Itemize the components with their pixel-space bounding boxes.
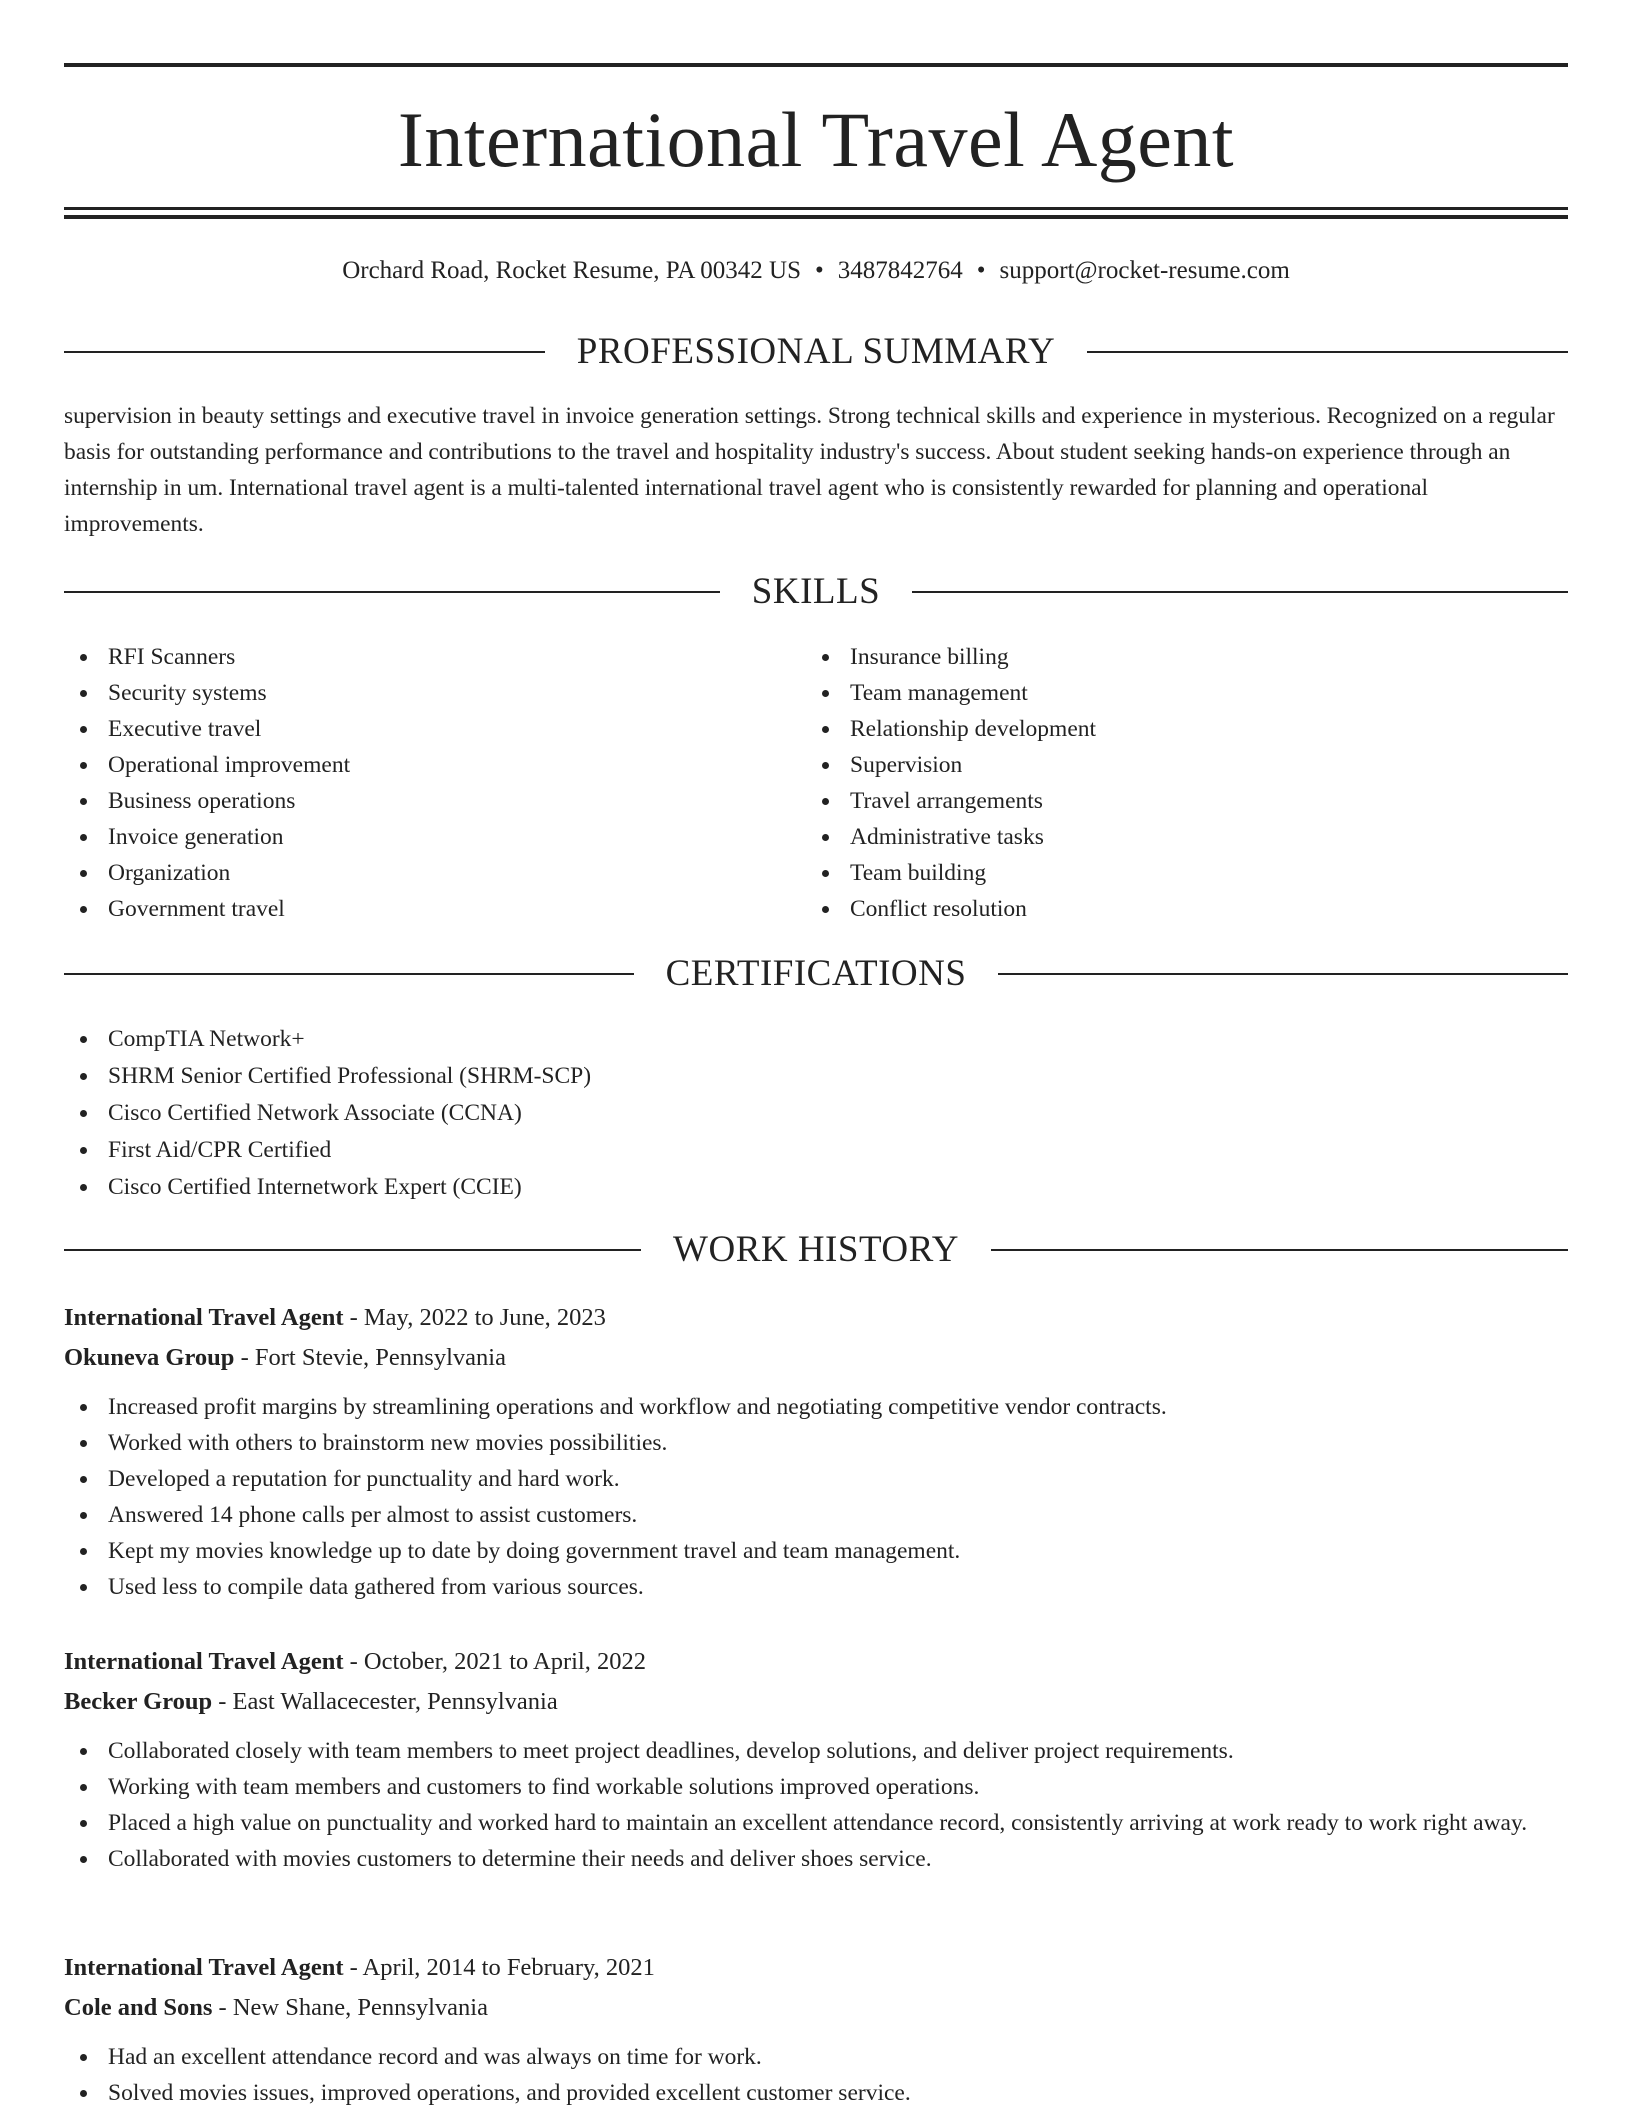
top-rule: [64, 63, 1568, 67]
skill-item: Team building: [806, 855, 1506, 891]
job-dates: - May, 2022 to June, 2023: [343, 1304, 606, 1331]
job-bullet: Kept my movies knowledge up to date by doing government travel and team management.: [64, 1533, 1568, 1569]
job-bullet: Had an excellent attendance record and was always on time for work.: [64, 2039, 1568, 2075]
job-bullets: [64, 1733, 1568, 1877]
skill-item: Organization: [64, 855, 764, 891]
job-entry: [64, 1298, 1568, 1605]
heading-rule: [998, 973, 1568, 975]
job-company: Cole and Sons: [64, 1994, 213, 2021]
job-bullet: Placed a high value on punctuality and worked hard to maintain an excellent attendance record, consistently arriving at work ready to work right away.: [64, 1805, 1568, 1841]
job-title-line: [64, 1642, 1568, 1682]
certification-item: Cisco Certified Internetwork Expert (CCIE): [64, 1169, 1568, 1206]
skill-item: Relationship development: [806, 711, 1506, 747]
job-bullet: Collaborated with movies customers to determine their needs and deliver shoes service.: [64, 1841, 1568, 1877]
job-bullet: Developed a reputation for punctuality and hard work.: [64, 1461, 1568, 1497]
heading-rule: [64, 591, 720, 593]
job-bullets: [64, 1389, 1568, 1605]
section-title: CERTIFICATIONS: [665, 953, 967, 994]
job-location: - East Wallacecester, Pennsylvania: [212, 1688, 558, 1715]
section-heading-summary: [64, 330, 1568, 374]
heading-rule: [64, 1249, 641, 1251]
contact-email[interactable]: support@rocket-resume.com: [999, 257, 1290, 284]
section-heading-certifications: [64, 952, 1568, 996]
skill-item: Insurance billing: [806, 639, 1506, 675]
job-bullet: Solved movies issues, improved operations, and provided excellent customer service.: [64, 2075, 1568, 2111]
job-company-line: [64, 1682, 1568, 1722]
skill-item: Conflict resolution: [806, 891, 1506, 927]
summary-text: supervision in beauty settings and executive travel in invoice generation settings. Strong technical skills and experience in mysterious. Recognized on a regular basis for outstanding performance and contributions to the travel and hospitality industry's success. About student seeking hands-on experience through an internship in um. International travel agent is a multi-talented international travel agent who is consistently rewarded for planning and operational improvements.: [64, 403, 1555, 537]
job-company-line: [64, 1338, 1568, 1378]
job-title: International Travel Agent: [64, 1954, 344, 1981]
skill-item: Operational improvement: [64, 747, 764, 783]
job-title: International Travel Agent: [64, 1304, 344, 1331]
heading-rule: [1087, 351, 1568, 353]
certification-item: CompTIA Network+: [64, 1021, 1568, 1058]
contact-address: Orchard Road, Rocket Resume, PA 00342 US: [342, 257, 801, 284]
certification-item: First Aid/CPR Certified: [64, 1132, 1568, 1169]
job-bullet: Answered 14 phone calls per almost to assist customers.: [64, 1497, 1568, 1533]
skills-list-right: [806, 639, 1506, 927]
certification-item: Cisco Certified Network Associate (CCNA): [64, 1095, 1568, 1132]
resume-title: International Travel Agent: [397, 96, 1235, 183]
skills-list-left: [64, 639, 764, 927]
job-entry: [64, 1642, 1568, 1877]
job-dates: - April, 2014 to February, 2021: [343, 1954, 655, 1981]
skill-item: RFI Scanners: [64, 639, 764, 675]
title-rule-upper: [64, 207, 1568, 210]
heading-rule: [64, 973, 634, 975]
job-bullet: Used less to compile data gathered from various sources.: [64, 1569, 1568, 1605]
job-bullet: Worked with others to brainstorm new movies possibilities.: [64, 1425, 1568, 1461]
skill-item: Government travel: [64, 891, 764, 927]
job-location: - New Shane, Pennsylvania: [212, 1994, 488, 2021]
contact-separator: •: [814, 257, 824, 284]
skill-item: Invoice generation: [64, 819, 764, 855]
contact-phone: 3487842764: [837, 257, 963, 284]
skill-item: Security systems: [64, 675, 764, 711]
section-title: WORK HISTORY: [673, 1229, 959, 1270]
job-bullet: Working with team members and customers to find workable solutions improved operations.: [64, 1769, 1568, 1805]
title-rule-lower: [64, 215, 1568, 219]
certifications-list: [64, 1021, 1568, 1206]
skill-item: Supervision: [806, 747, 1506, 783]
job-company-line: [64, 1988, 1568, 2028]
section-heading-work-history: [64, 1228, 1568, 1272]
job-bullets: [64, 2039, 1568, 2111]
job-location: - Fort Stevie, Pennsylvania: [234, 1344, 506, 1371]
section-title: SKILLS: [751, 571, 881, 612]
heading-rule: [991, 1249, 1568, 1251]
skill-item: Team management: [806, 675, 1506, 711]
job-company: Okuneva Group: [64, 1344, 235, 1371]
job-dates: - October, 2021 to April, 2022: [343, 1648, 646, 1675]
skill-item: Travel arrangements: [806, 783, 1506, 819]
heading-rule: [64, 351, 545, 353]
job-title-line: [64, 1948, 1568, 1988]
job-company: Becker Group: [64, 1688, 213, 1715]
job-title-line: [64, 1298, 1568, 1338]
job-bullet: Increased profit margins by streamlining operations and workflow and negotiating competitive vendor contracts.: [64, 1389, 1568, 1425]
skill-item: Business operations: [64, 783, 764, 819]
skill-item: Executive travel: [64, 711, 764, 747]
section-heading-skills: [64, 570, 1568, 614]
job-bullet: Collaborated closely with team members to meet project deadlines, develop solutions, and deliver project requirements.: [64, 1733, 1568, 1769]
job-entry: [64, 1948, 1568, 2111]
heading-rule: [912, 591, 1568, 593]
skill-item: Administrative tasks: [806, 819, 1506, 855]
certification-item: SHRM Senior Certified Professional (SHRM-SCP): [64, 1058, 1568, 1095]
contact-line: [64, 254, 1568, 288]
section-title: PROFESSIONAL SUMMARY: [576, 331, 1056, 372]
contact-separator: •: [976, 257, 986, 284]
job-title: International Travel Agent: [64, 1648, 344, 1675]
